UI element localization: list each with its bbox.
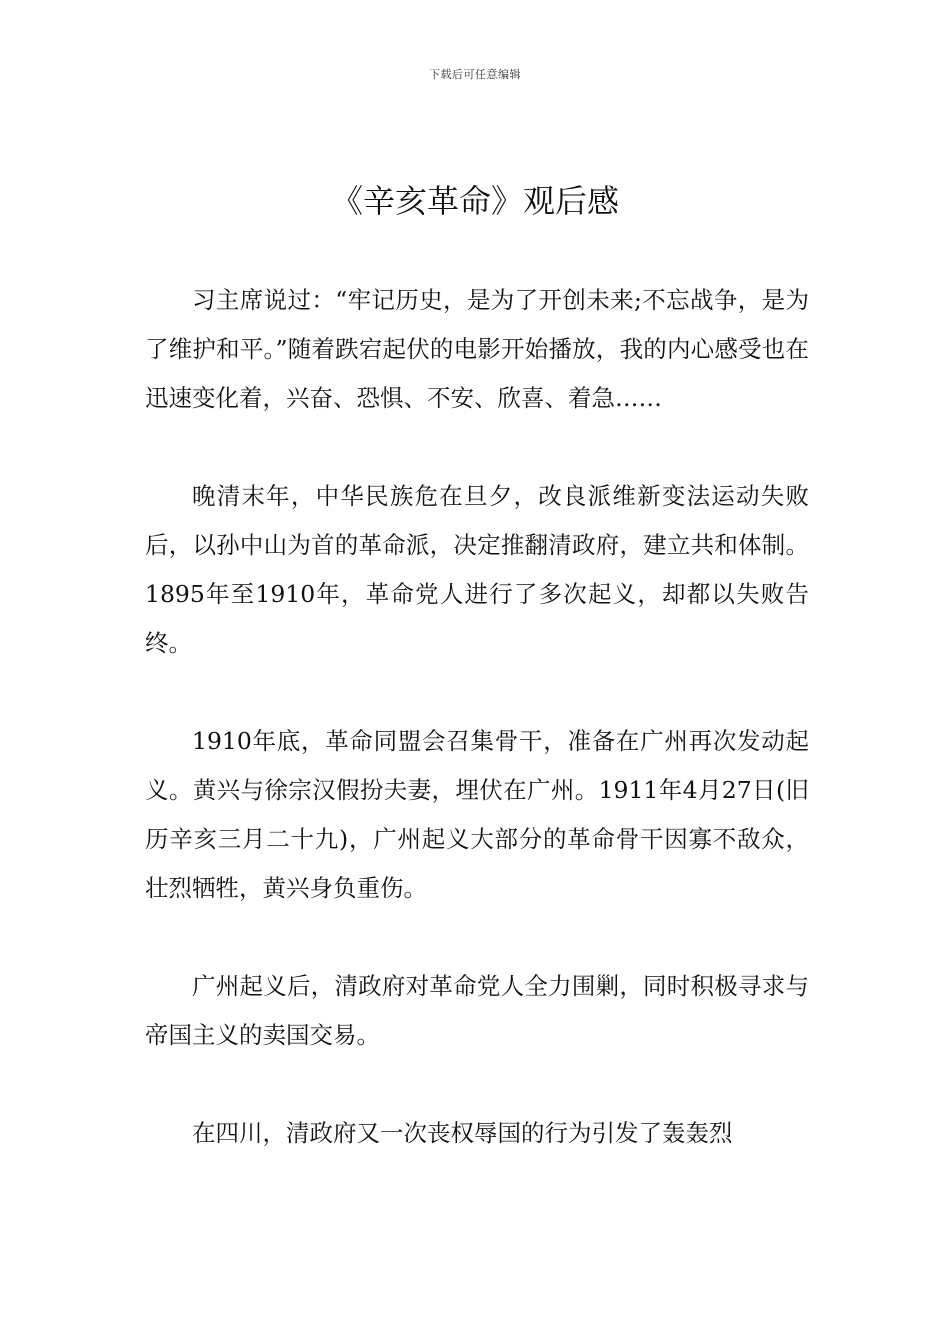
header-note: 下载后可任意编辑 xyxy=(429,68,521,81)
document-title: 《辛亥革命》观后感 xyxy=(330,182,619,220)
paragraph-1: 习主席说过：“牢记历史，是为了开创未来;不忘战争，是为了维护和平。”随着跌宕起伏的电影开始播放，我的内心感受也在迅速变化着，兴奋、恐惧、不安、欣喜、着急…… xyxy=(145,286,809,412)
paragraph-gap xyxy=(145,913,809,962)
document-body xyxy=(145,276,809,1158)
paragraph-gap xyxy=(145,423,809,472)
paragraph-2: 晚清末年，中华民族危在旦夕，改良派维新变法运动失败后，以孙中山为首的革命派，决定推翻清政府，建立共和体制。1895年至1910年，革命党人进行了多次起义，却都以失败告终。 xyxy=(145,482,809,657)
paragraph-gap xyxy=(145,668,809,717)
paragraph-3: 1910年底，革命同盟会召集骨干，准备在广州再次发动起义。黄兴与徐宗汉假扮夫妻，埋伏在广州。1911年4月27日(旧历辛亥三月二十九)，广州起义大部分的革命骨干因寡不敌众，壮烈牺牲，黄兴身负重伤。 xyxy=(145,727,809,902)
paragraph-4: 广州起义后，清政府对革命党人全力围剿，同时积极寻求与帝国主义的卖国交易。 xyxy=(145,972,809,1049)
paragraph-gap xyxy=(145,1060,809,1109)
paragraph-5: 在四川，清政府又一次丧权辱国的行为引发了轰轰烈 xyxy=(192,1119,733,1147)
